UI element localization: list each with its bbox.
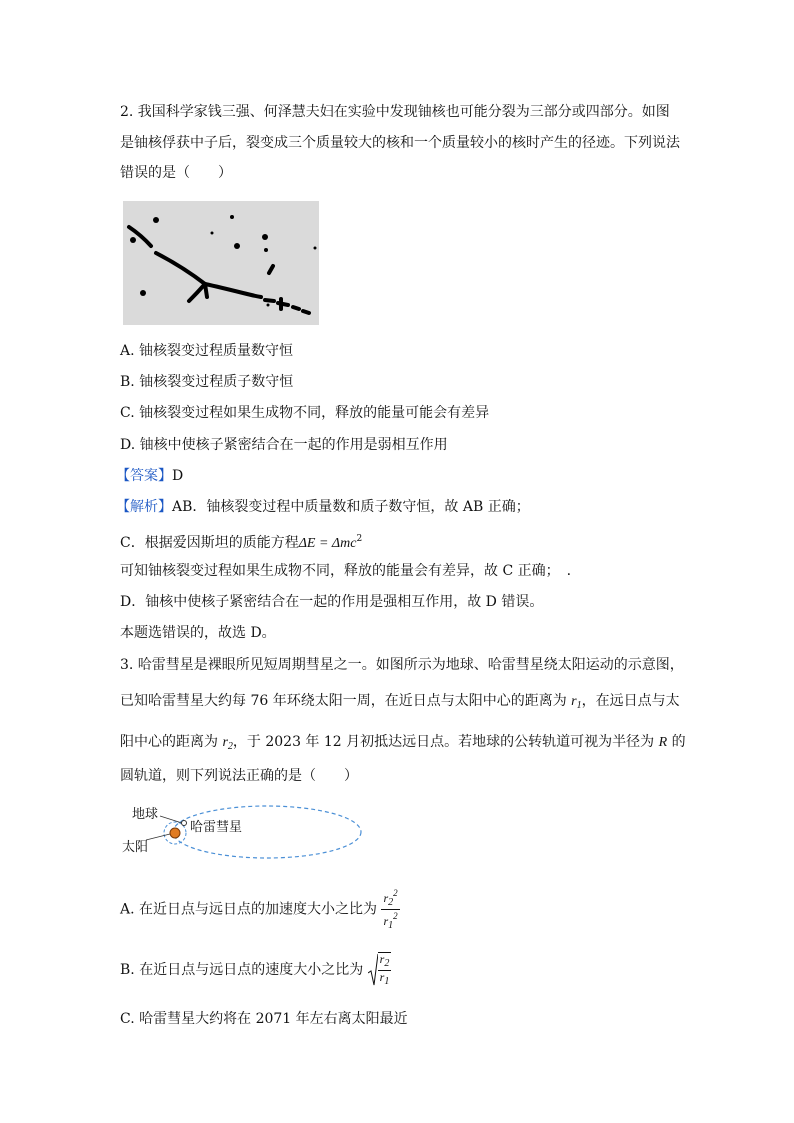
- q2-answer: [116, 466, 183, 486]
- q3-stem-2a: 已知哈雷彗星大约每 76 年环绕太阳一周，在近日点与太阳中心的距离为: [120, 693, 567, 709]
- q2-option-b: B. 铀核裂变过程质子数守恒: [120, 374, 294, 390]
- q3-option-a: [120, 887, 400, 931]
- q2-stem-line-3: 错误的是（ ）: [120, 165, 232, 181]
- q2-analysis-line-2: [120, 529, 362, 554]
- mass-energy-formula: ΔE = Δmc: [298, 536, 357, 551]
- q2-analysis-line-5: 本题选错误的，故选 D。: [120, 625, 276, 641]
- q2-stem-line-1: 2. 我国科学家钱三强、何泽慧夫妇在实验中发现铀核也可能分裂为三部分或四部分。如图: [120, 104, 670, 120]
- q3-stem-line-2: [120, 691, 680, 716]
- q3-stem-line-1: 3. 哈雷彗星是裸眼所见短周期彗星之一。如图所示为地球、哈雷彗星绕太阳运动的示意图，: [120, 657, 684, 673]
- var-r2: $r_2$: [222, 735, 233, 752]
- analysis-text-2: C．根据爱因斯坦的质能方程: [120, 535, 299, 551]
- q2-analysis-line-4: D．铀核中使核子紧密结合在一起的作用是强相互作用，故 D 错误。: [120, 594, 544, 610]
- q2-option-a: A. 铀核裂变过程质量数守恒: [120, 343, 294, 359]
- analysis-text-1: AB．铀核裂变过程中质量数和质子数守恒，故 AB 正确；: [172, 499, 530, 515]
- q2-option-c: C. 铀核裂变过程如果生成物不同，释放的能量可能会有差异: [120, 405, 490, 421]
- q3-stem-3c: 的: [671, 734, 686, 750]
- q3-option-b-text: B. 在近日点与远日点的速度大小之比为: [120, 962, 364, 978]
- q3-stem-3b: ，于 2023 年 12 月初抵达远日点。若地球的公转轨道可视为半径为: [232, 734, 655, 750]
- q2-analysis-line-3: 可知铀核裂变过程如果生成物不同，释放的能量会有差异，故 C 正确； .: [120, 563, 572, 579]
- q2-stem-line-2: 是铀核俘获中子后，裂变成三个质量较大的核和一个质量较小的核时产生的径迹。下列说法: [120, 135, 680, 151]
- accel-ratio-fraction: $\frac{r_2^2}{r_1^2}$: [383, 888, 398, 931]
- formula-exponent: 2: [356, 534, 363, 544]
- q2-option-d: D. 铀核中使核子紧密结合在一起的作用是弱相互作用: [120, 437, 448, 453]
- q3-stem-3a: 阳中心的距离为: [120, 734, 218, 750]
- velocity-ratio-sqrt: $\frac{r_2}{r_1}$: [368, 950, 392, 990]
- comet-label: 哈雷彗星: [190, 820, 243, 835]
- q3-stem-line-3: [120, 732, 686, 757]
- fission-track-photo: [123, 201, 319, 325]
- earth-label: 地球: [132, 807, 159, 822]
- q3-option-c: C. 哈雷彗星大约将在 2071 年左右离太阳最近: [120, 1011, 408, 1027]
- sun-label: 太阳: [122, 840, 149, 855]
- answer-value: D: [172, 468, 184, 484]
- answer-tag: 【答案】: [116, 468, 172, 484]
- q3-stem-2b: ，在远日点与太: [581, 693, 680, 709]
- var-r1: $r_1$: [571, 694, 582, 711]
- q2-analysis-line-1: [116, 497, 530, 517]
- orbit-diagram: [120, 800, 365, 865]
- analysis-tag: 【解析】: [116, 499, 172, 515]
- var-R: R: [658, 735, 668, 750]
- q3-option-a-text: A. 在近日点与远日点的加速度大小之比为: [120, 901, 378, 918]
- q3-stem-line-4: 圆轨道，则下列说法正确的是（ ）: [120, 768, 358, 784]
- q3-option-b: [120, 950, 391, 990]
